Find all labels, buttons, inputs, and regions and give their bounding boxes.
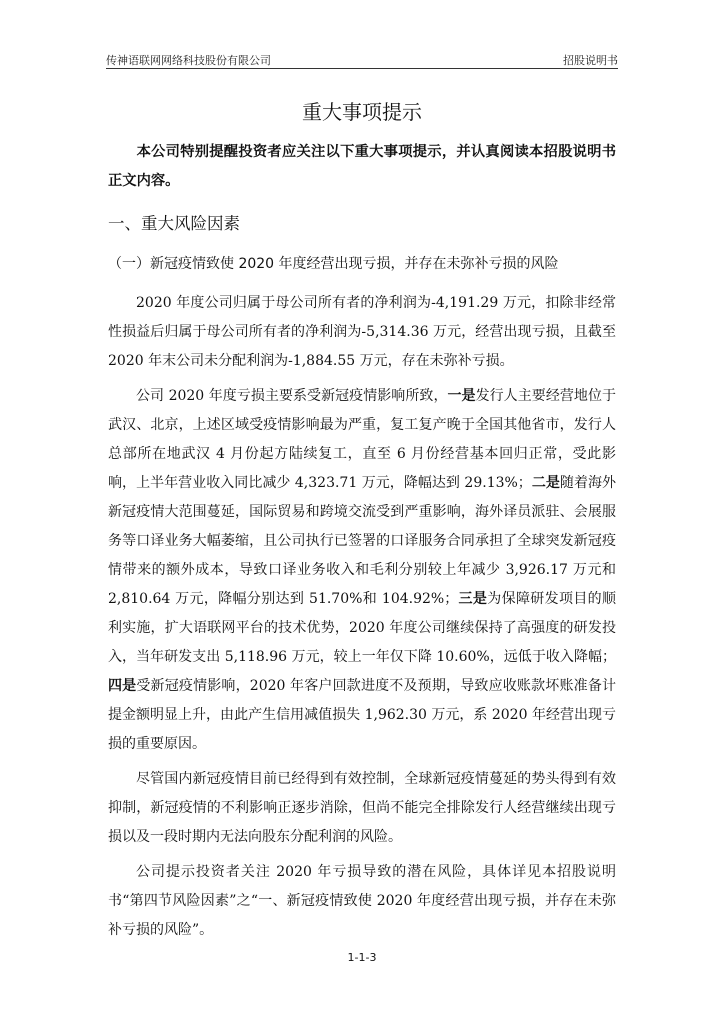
reason-1-marker: 一是 xyxy=(447,388,476,404)
paragraph-ongoing-risk: 尽管国内新冠疫情目前已经得到有效控制，全球新冠疫情蔓延的势头得到有效抑制，新冠疫情的不利影响正逐步消除，但尚不能完全排除发行人经营继续出现亏损以及一段时期内无法向股东分配利润的风险。 xyxy=(108,771,616,845)
subsection-heading-covid-loss: （一）新冠疫情致使 2020 年度经营出现亏损，并存在未弥补亏损的风险 xyxy=(108,256,559,272)
paragraph-investor-reminder: 公司提示投资者关注 2020 年亏损导致的潜在风险，具体详见本招股说明书“第四节风险因素”之“一、新冠疫情致使 2020 年度经营出现亏损，并存在未弥补亏损的风险”。 xyxy=(108,864,616,938)
intro-notice: 本公司特别提醒投资者应关注以下重大事项提示，并认真阅读本招股说明书正文内容。 xyxy=(108,144,616,189)
page-number: 1-1-3 xyxy=(347,951,377,964)
document-body xyxy=(108,138,616,951)
reason-2-text: 随着海外新冠疫情大范围蔓延，国际贸易和跨境交流受到严重影响，海外译员派驻、会展服务等口译业务大幅萎缩，且公司执行已签署的口译服务合同承担了全球突发新冠疫情带来的额外成本，导致口译业务收入和毛利分别较上年减少 3,926.17 万元和 2,810.64 万元，降幅分别达到 51.70%和 104.92%； xyxy=(108,475,617,607)
section-heading-major-risks: 一、重大风险因素 xyxy=(108,214,240,233)
reason-3-marker: 三是 xyxy=(458,591,488,607)
reason-2-marker: 二是 xyxy=(531,475,560,491)
header-company-name: 传神语联网网络科技股份有限公司 xyxy=(106,54,271,67)
loss-reasons-intro: 公司 2020 年度亏损主要系受新冠疫情影响所致， xyxy=(136,388,448,404)
page-title: 重大事项提示 xyxy=(302,100,422,124)
page-header xyxy=(106,52,618,68)
header-divider xyxy=(106,68,618,69)
reason-1-text: 发行人主要经营地位于武汉、北京，上述区域受疫情影响最为严重，复工复产晚于全国其他省市，发行人总部所在地武汉 4 月份起方陆续复工，直至 6 月份经营基本回归正常，受此影响，上半年营业收入同比减少 4,323.71 万元，降幅达到 29.13%； xyxy=(108,388,617,491)
reason-4-marker: 四是 xyxy=(108,678,137,694)
reason-4-text: 受新冠疫情影响，2020 年客户回款进度不及预期，导致应收账款坏账准备计提金额明显上升，由此产生信用减值损失 1,962.30 万元，系 2020 年经营出现亏损的重要原因。 xyxy=(108,678,616,752)
paragraph-loss-reasons xyxy=(108,382,616,759)
reason-3-text: 为保障研发项目的顺利实施，扩大语联网平台的技术优势，2020 年度公司继续保持了高强度的研发投入，当年研发支出 5,118.96 万元，较上一年仅下降 10.60%，远低于收入降幅； xyxy=(108,591,617,665)
header-document-type: 招股说明书 xyxy=(563,54,618,67)
paragraph-net-loss: 2020 年度公司归属于母公司所有者的净利润为-4,191.29 万元，扣除非经常性损益后归属于母公司所有者的净利润为-5,314.36 万元，经营出现亏损，且截至 2020 年末公司未分配利润为-1,884.55 万元，存在未弥补亏损。 xyxy=(108,295,616,369)
